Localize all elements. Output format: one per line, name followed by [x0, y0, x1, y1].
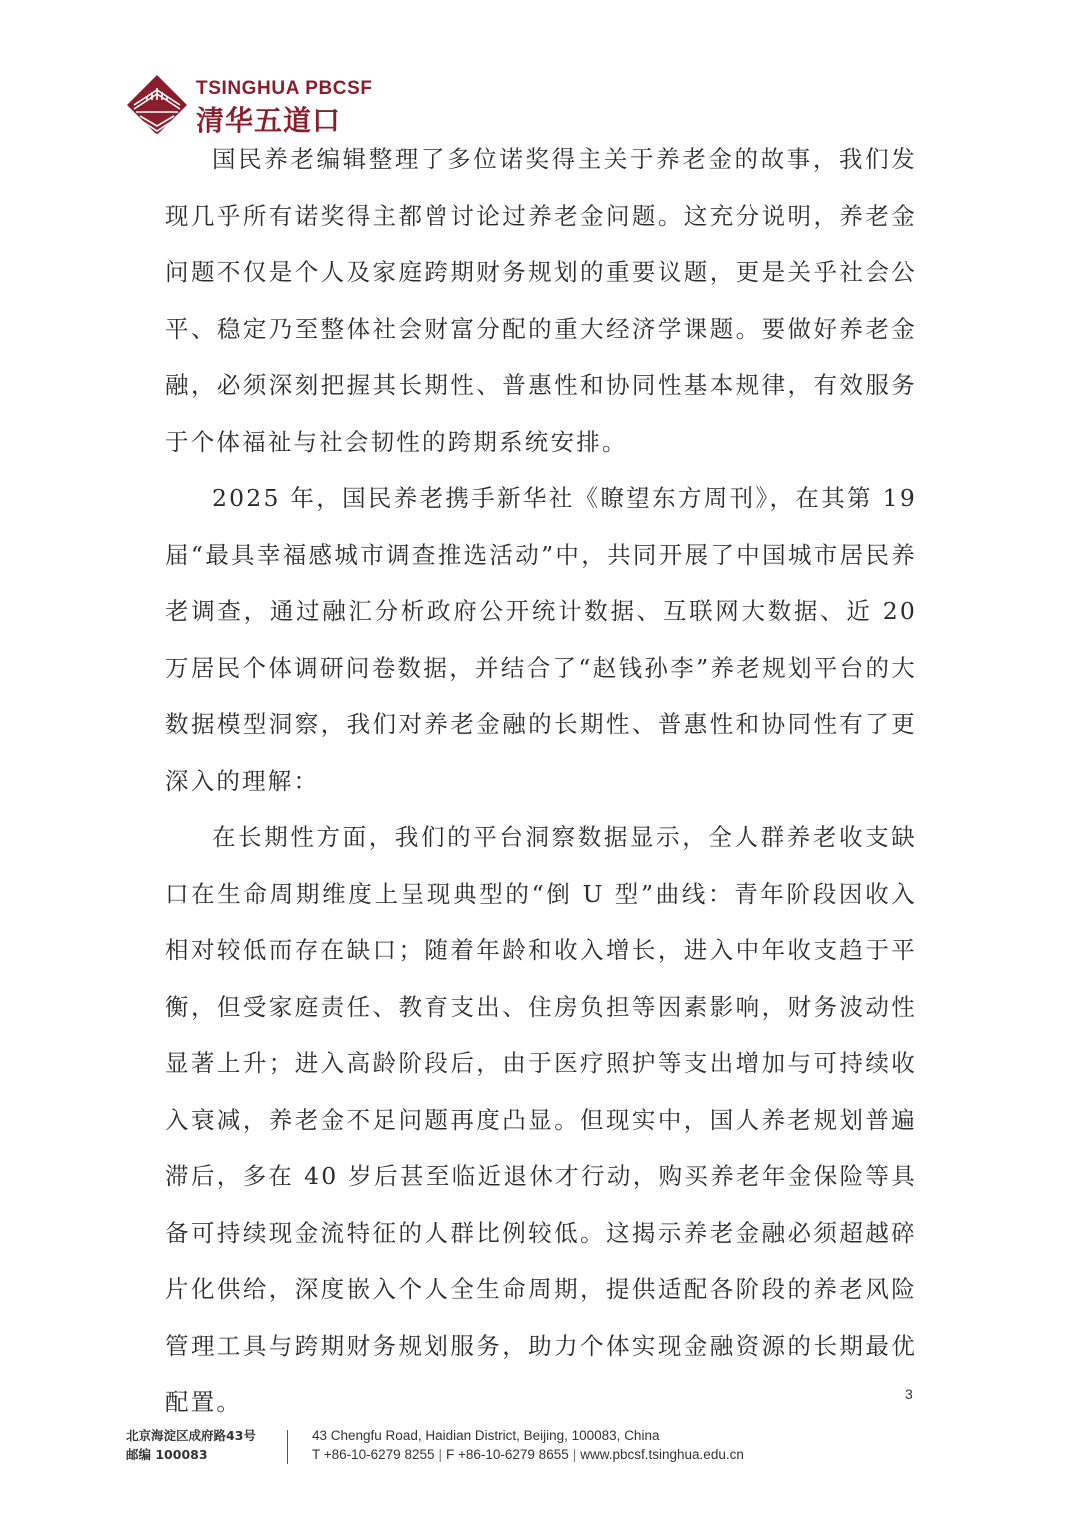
website-link[interactable]: www.pbcsf.tsinghua.edu.cn	[580, 1447, 744, 1462]
contact-line	[312, 1445, 744, 1464]
paragraph-2: 2025 年，国民养老携手新华社《瞭望东方周刊》，在其第 19 届“最具幸福感城市调查推选活动”中，共同开展了中国城市居民养老调查，通过融汇分析政府公开统计数据、互联网大数据、近 20 万居民个体调研问卷数据，并结合了“赵钱孙李”养老规划平台的大数据模型洞察，我们对养老金融的长期性、普惠性和协同性有了更深入的理解：	[165, 484, 917, 795]
separator: |	[572, 1447, 577, 1462]
postcode-cn: 邮编 100083	[126, 1447, 208, 1462]
footer-divider	[287, 1430, 288, 1464]
phone-number: T +86-10-6279 8255	[312, 1447, 435, 1462]
page-footer	[126, 1426, 956, 1470]
footer-english-contact	[312, 1426, 744, 1464]
address-en: 43 Chengfu Road, Haidian District, Beijing, 100083, China	[312, 1428, 660, 1443]
paragraph-3: 在长期性方面，我们的平台洞察数据显示，全人群养老收支缺口在生命周期维度上呈现典型的“倒 U 型”曲线：青年阶段因收入相对较低而存在缺口；随着年龄和收入增长，进入中年收支趋于平衡，但受家庭责任、教育支出、住房负担等因素影响，财务波动性显著上升；进入高龄阶段后，由于医疗照护等支出增加与可持续收入衰减，养老金不足问题再度凸显。但现实中，国人养老规划普遍滞后，多在 40 岁后甚至临近退休才行动，购买养老年金保险等具备可持续现金流特征的人群比例较低。这揭示养老金融必须超越碎片化供给，深度嵌入个人全生命周期，提供适配各阶段的养老风险管理工具与跨期财务规划服务，助力个体实现金融资源的长期最优配置。	[165, 823, 917, 1416]
fax-number: F +86-10-6279 8655	[446, 1447, 569, 1462]
footer-chinese-address	[126, 1426, 256, 1464]
page-number: 3	[905, 1386, 913, 1402]
separator: |	[438, 1447, 442, 1462]
address-cn: 北京海淀区成府路43号	[126, 1428, 256, 1443]
logo-english-name: TSINGHUA PBCSF	[196, 78, 373, 99]
document-body	[165, 131, 917, 1431]
pbcsf-emblem-icon	[126, 74, 188, 136]
paragraph-1: 国民养老编辑整理了多位诺奖得主关于养老金的故事，我们发现几乎所有诺奖得主都曾讨论过养老金问题。这充分说明，养老金问题不仅是个人及家庭跨期财务规划的重要议题，更是关乎社会公平、稳定乃至整体社会财富分配的重大经济学课题。要做好养老金融，必须深刻把握其长期性、普惠性和协同性基本规律，有效服务于个体福祉与社会韧性的跨期系统安排。	[165, 145, 917, 456]
logo-chinese-name: 清华五道口	[196, 104, 342, 137]
